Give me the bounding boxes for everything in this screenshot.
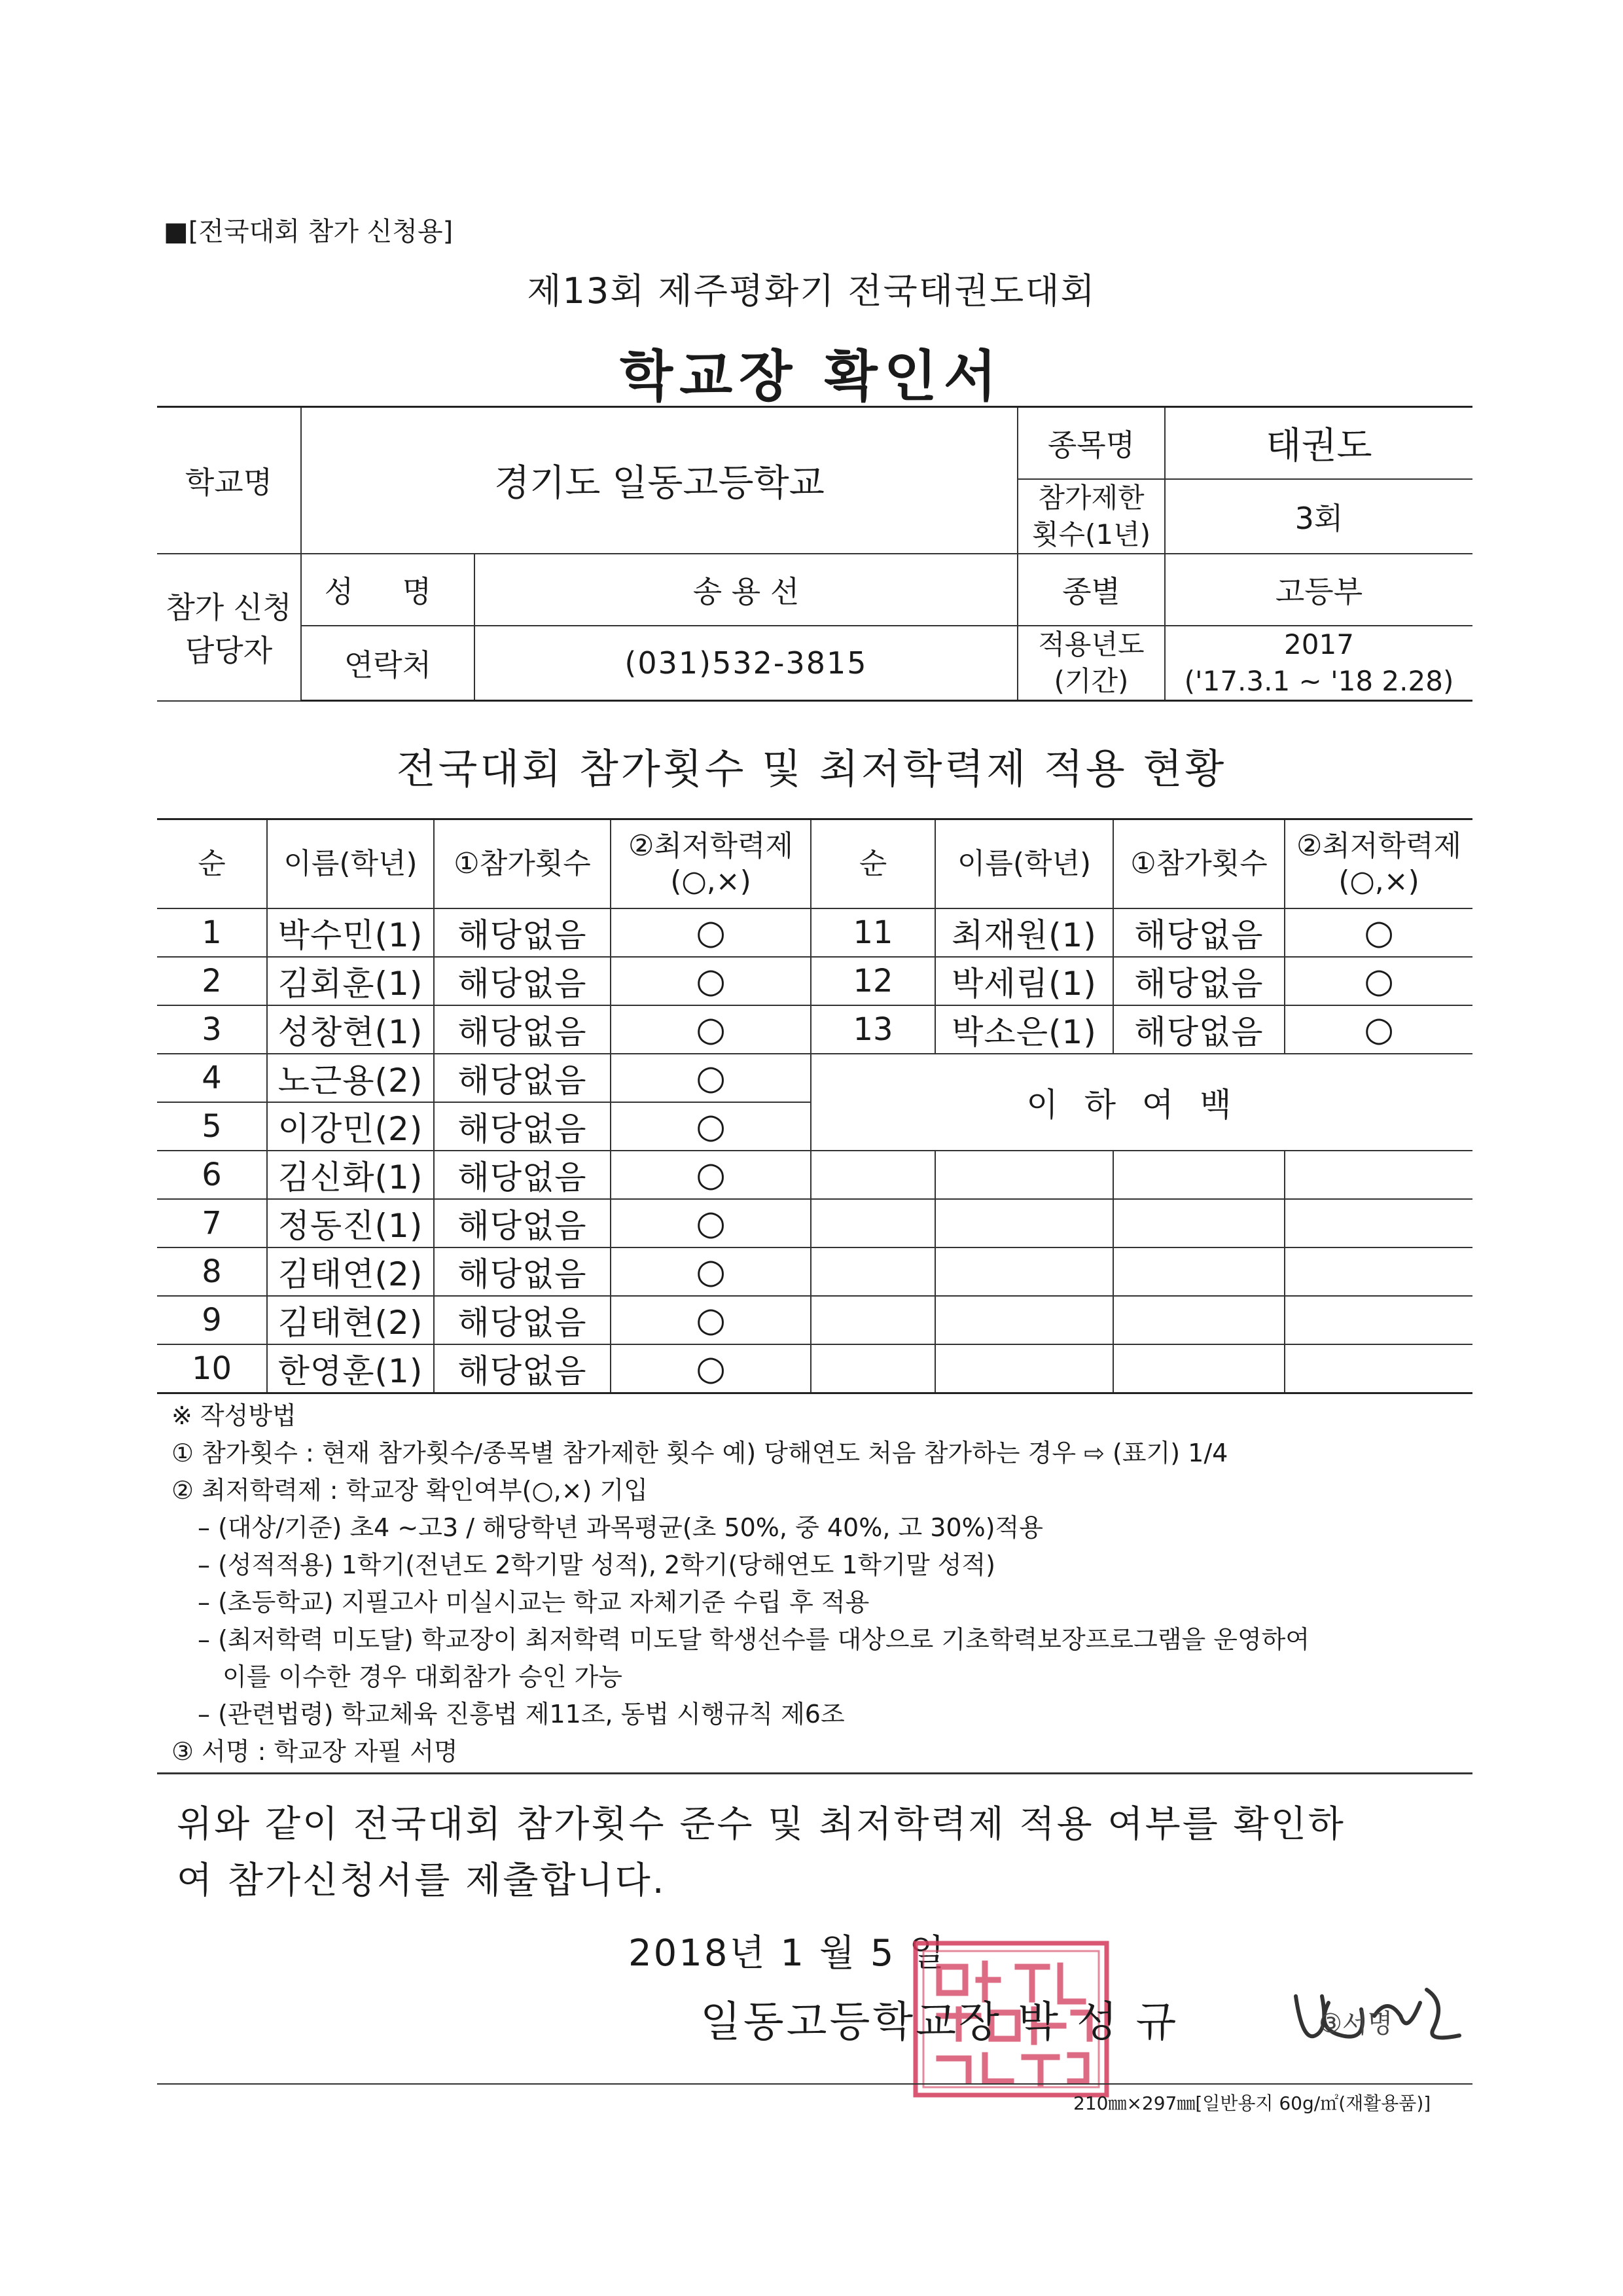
- empty-cell: [811, 1247, 935, 1296]
- empty-cell: [811, 1344, 935, 1393]
- empty-cell: [935, 1199, 1113, 1247]
- instruction-2: ② 최저학력제 : 학교장 확인여부(○,×) 기입: [171, 1476, 648, 1505]
- empty-cell: [1113, 1151, 1285, 1199]
- instruction-3: ③ 서명 : 학교장 자필 서명: [171, 1737, 458, 1766]
- cell-name: 김회훈(1): [267, 957, 434, 1005]
- cell-name: 김태현(2): [267, 1296, 434, 1344]
- contact-label: 연락처: [301, 626, 474, 701]
- section-title: 전국대회 참가횟수 및 최저학력제 적용 현황: [396, 745, 1227, 793]
- table-row: [157, 1054, 1472, 1102]
- divider: [157, 1772, 1472, 1774]
- instruction-2b: – (성적적용) 1학기(전년도 2학기말 성적), 2학기(당해연도 1학기말 성적): [198, 1551, 995, 1579]
- cell-mark: ○: [611, 957, 811, 1005]
- instruction-2d: – (최저학력 미도달) 학교장이 최저학력 미도달 학생선수를 대상으로 기초학력보장프로그램을 운영하여: [198, 1625, 1310, 1654]
- cell-no: 13: [811, 1005, 935, 1054]
- roster-table: [157, 818, 1472, 1394]
- empty-cell: [1113, 1296, 1285, 1344]
- divider: [157, 2083, 1472, 2085]
- form-type-label: ■[전국대회 참가 신청용]: [164, 217, 454, 247]
- cell-name: 정동진(1): [267, 1199, 434, 1247]
- table-row: [157, 1199, 1472, 1247]
- cell-name: 한영훈(1): [267, 1344, 434, 1393]
- blank-note: 이하여백: [811, 1054, 1472, 1151]
- table-row: [157, 1296, 1472, 1344]
- cell-no: 3: [157, 1005, 267, 1054]
- empty-cell: [811, 1296, 935, 1344]
- document-date: 2018년 1 월 5 일: [628, 1932, 947, 1975]
- cell-count: 해당없음: [434, 1054, 611, 1102]
- cell-name: 김신화(1): [267, 1151, 434, 1199]
- cell-count: 해당없음: [434, 1151, 611, 1199]
- cell-count: 해당없음: [434, 957, 611, 1005]
- cell-count: 해당없음: [434, 1247, 611, 1296]
- empty-cell: [935, 1344, 1113, 1393]
- empty-cell: [1285, 1199, 1472, 1247]
- cell-no: 4: [157, 1054, 267, 1102]
- cell-mark: ○: [1285, 1005, 1472, 1054]
- confirmation-statement: [177, 1797, 1472, 1909]
- cell-mark: ○: [611, 1344, 811, 1393]
- instruction-1: ① 참가횟수 : 현재 참가횟수/종목별 참가제한 횟수 예) 당해연도 처음 참가하는 경우 ⇨ (표기) 1/4: [171, 1439, 1228, 1467]
- empty-cell: [1285, 1296, 1472, 1344]
- cell-no: 9: [157, 1296, 267, 1344]
- cell-no: 2: [157, 957, 267, 1005]
- empty-cell: [1113, 1199, 1285, 1247]
- col-min-line1: ②최저학력제: [628, 829, 793, 863]
- cell-name: 박세림(1): [935, 957, 1113, 1005]
- year-value-line1: 2017: [1284, 628, 1354, 660]
- cell-no: 12: [811, 957, 935, 1005]
- paper-spec: 210㎜×297㎜[일반용지 60g/㎡(재활용품)]: [1073, 2092, 1431, 2114]
- table-row: [157, 1344, 1472, 1393]
- table-row: [157, 1005, 1472, 1054]
- category-label: 종별: [1018, 554, 1165, 626]
- cell-no: 7: [157, 1199, 267, 1247]
- info-table: [157, 406, 1472, 702]
- cell-mark: ○: [611, 1247, 811, 1296]
- principal-name: 일동고등학교장 박 성 규: [700, 1998, 1179, 2047]
- table-row: [157, 957, 1472, 1005]
- table-row: [157, 1151, 1472, 1199]
- instructions-heading: ※ 작성방법: [171, 1401, 296, 1430]
- col-min-line2: (○,×): [1338, 865, 1419, 898]
- instructions: [171, 1397, 1480, 1770]
- cell-count: 해당없음: [1113, 1005, 1285, 1054]
- col-no: 순: [811, 819, 935, 909]
- col-min-line1: ②최저학력제: [1296, 829, 1461, 863]
- limit-value: 3회: [1165, 479, 1472, 554]
- cell-no: 11: [811, 908, 935, 957]
- empty-cell: [1285, 1247, 1472, 1296]
- cell-count: 해당없음: [1113, 908, 1285, 957]
- manager-label-line1: 참가 신청: [166, 590, 292, 626]
- cell-mark: ○: [611, 1151, 811, 1199]
- empty-cell: [811, 1199, 935, 1247]
- cell-count: 해당없음: [434, 1344, 611, 1393]
- col-count: ①참가횟수: [434, 819, 611, 909]
- cell-mark: ○: [611, 1102, 811, 1151]
- instruction-2a: – (대상/기준) 초4 ~고3 / 해당학년 과목평균(초 50%, 중 40%, 고 30%)적용: [198, 1513, 1043, 1542]
- year-value: [1165, 626, 1472, 701]
- instruction-2c: – (초등학교) 지필고사 미실시교는 학교 자체기준 수립 후 적용: [198, 1588, 870, 1617]
- empty-cell: [935, 1247, 1113, 1296]
- col-no: 순: [157, 819, 267, 909]
- cell-count: 해당없음: [1113, 957, 1285, 1005]
- col-min-line2: (○,×): [670, 865, 751, 898]
- cell-name: 김태연(2): [267, 1247, 434, 1296]
- year-value-line2: ('17.3.1 ~ '18 2.28): [1184, 665, 1454, 697]
- category-value: 고등부: [1165, 554, 1472, 626]
- cell-no: 5: [157, 1102, 267, 1151]
- year-label-line2: (기간): [1054, 665, 1129, 697]
- document-title: 학교장 확인서: [619, 344, 1004, 408]
- confirmation-line1: 위와 같이 전국대회 참가횟수 준수 및 최저학력제 적용 여부를 확인하: [177, 1803, 1346, 1846]
- school-label: 학교명: [157, 407, 301, 554]
- cell-mark: ○: [1285, 957, 1472, 1005]
- limit-label-line2: 횟수(1년): [1031, 518, 1151, 550]
- contact-value: (031)532-3815: [474, 626, 1018, 701]
- signature-mark: ③서명: [1319, 2009, 1393, 2039]
- event-title: 제13회 제주평화기 전국태권도대회: [527, 270, 1096, 312]
- roster-header-row: [157, 819, 1472, 909]
- cell-mark: ○: [1285, 908, 1472, 957]
- cell-no: 1: [157, 908, 267, 957]
- year-label-line1: 적용년도: [1038, 628, 1145, 660]
- instruction-2e: – (관련법령) 학교체육 진흥법 제11조, 동법 시행규칙 제6조: [198, 1700, 845, 1729]
- cell-count: 해당없음: [434, 1296, 611, 1344]
- limit-label: [1018, 479, 1165, 554]
- cell-mark: ○: [611, 908, 811, 957]
- empty-cell: [811, 1151, 935, 1199]
- cell-count: 해당없음: [434, 908, 611, 957]
- year-label: [1018, 626, 1165, 701]
- empty-cell: [1285, 1344, 1472, 1393]
- cell-name: 성창현(1): [267, 1005, 434, 1054]
- confirmation-line2: 여 참가신청서를 제출합니다.: [177, 1859, 666, 1902]
- cell-name: 박소은(1): [935, 1005, 1113, 1054]
- cell-no: 8: [157, 1247, 267, 1296]
- limit-label-line1: 참가제한: [1038, 482, 1145, 514]
- col-count: ①참가횟수: [1113, 819, 1285, 909]
- empty-cell: [1113, 1344, 1285, 1393]
- school-value: 경기도 일동고등학교: [301, 407, 1018, 554]
- manager-label-line2: 담당자: [185, 633, 273, 669]
- cell-mark: ○: [611, 1296, 811, 1344]
- cell-no: 10: [157, 1344, 267, 1393]
- name-value: 송 용 선: [474, 554, 1018, 626]
- cell-no: 6: [157, 1151, 267, 1199]
- cell-count: 해당없음: [434, 1199, 611, 1247]
- sport-value: 태권도: [1165, 407, 1472, 480]
- cell-count: 해당없음: [434, 1005, 611, 1054]
- table-row: [157, 908, 1472, 957]
- cell-mark: ○: [611, 1199, 811, 1247]
- cell-mark: ○: [611, 1005, 811, 1054]
- instruction-2d-cont: 이를 이수한 경우 대회참가 승인 가능: [223, 1662, 623, 1691]
- manager-label: [157, 554, 301, 701]
- name-label: 성 명: [301, 554, 474, 626]
- table-row: [157, 1247, 1472, 1296]
- cell-name: 박수민(1): [267, 908, 434, 957]
- cell-mark: ○: [611, 1054, 811, 1102]
- empty-cell: [935, 1151, 1113, 1199]
- sport-label: 종목명: [1018, 407, 1165, 480]
- col-name: 이름(학년): [935, 819, 1113, 909]
- empty-cell: [1285, 1151, 1472, 1199]
- col-min: [611, 819, 811, 909]
- col-name: 이름(학년): [267, 819, 434, 909]
- empty-cell: [935, 1296, 1113, 1344]
- cell-count: 해당없음: [434, 1102, 611, 1151]
- cell-name: 이강민(2): [267, 1102, 434, 1151]
- empty-cell: [1113, 1247, 1285, 1296]
- col-min: [1285, 819, 1472, 909]
- cell-name: 최재원(1): [935, 908, 1113, 957]
- cell-name: 노근용(2): [267, 1054, 434, 1102]
